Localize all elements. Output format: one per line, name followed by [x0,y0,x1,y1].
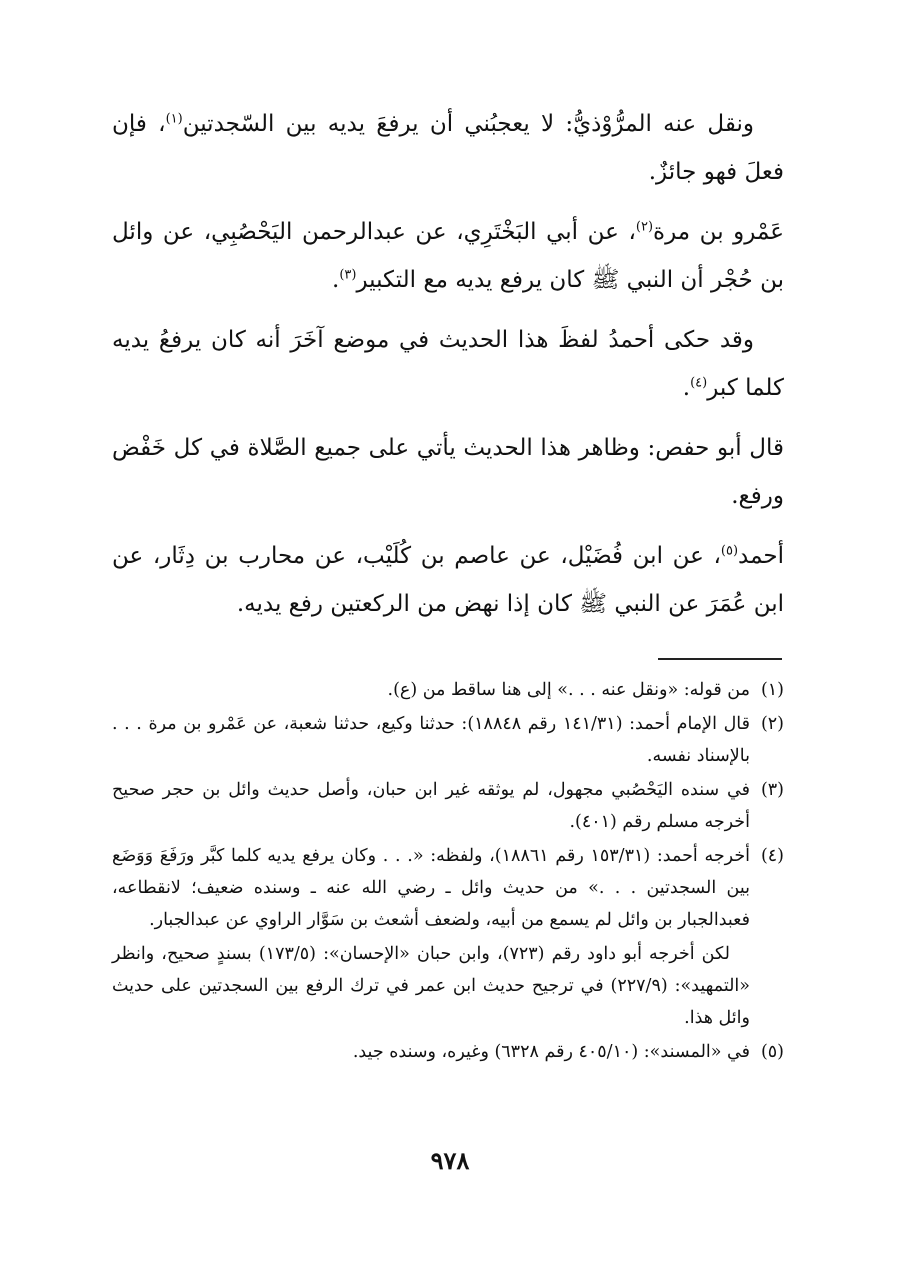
footnote-number: (٢) [760,714,784,734]
footnote-text: أخرجه أحمد: (١٥٣/٣١ رقم ١٨٨٦١)، ولفظه: «. . . وكان يرفع يديه كلما كبَّر ورَفَعَ وَوَضَع بين السجدتين . . .» من حديث وائل ـ رضي الله عنه ـ وسنده ضعيف؛ لانقطاعه، فعبدالجبار بن وائل لم يسمع من أبيه، ولضعف أشعث بن سَوَّار الراوي عن عبدالجبار. [112,846,750,930]
footnote-ref-1: (١) [165,111,183,127]
paragraph-text: ، فإن فعلَ فهو جائزٌ. [112,111,784,185]
footnote-text: في سنده اليَحْصُبي مجهول، لم يوثقه غير ابن حبان، وأصل حديث وائل بن حجر صحيح أخرجه مسلم رقم (٤٠١). [112,780,750,832]
footnote-4-continuation: لكن أخرجه أبو داود رقم (٧٢٣)، وابن حبان «الإحسان»: (١٧٣/٥) بسندٍ صحيح، وانظر «التمهيد»: (٢٢٧/٩) في ترجيح حديث ابن عمر في ترك الرفع بين السجدتين على حديث وائل هذا. [112,944,751,1028]
paragraph-text: ، عن ابن فُضَيْل، عن عاصم بن كُلَيْب، عن محارب بن دِثَار، عن ابن عُمَرَ عن النبي ﷺ كان إذا نهض من الركعتين رفع يديه. [112,543,784,617]
footnote-ref-4: (٤) [690,375,708,391]
footnote-ref-2: (٢) [635,219,654,235]
footnote-number: (١) [760,680,784,700]
footnote-ref-5: (٥) [720,543,739,559]
footnote-number: (٣) [760,780,784,800]
page-number: ٩٧٨ [430,1146,470,1175]
paragraph-text: ونقل عنه المرُّوْذيُّ: لا يعجبُني أن يرفعَ يديه بين السّجدتين [182,111,754,137]
paragraph-text: ، عن أبي البَخْتَرِي، عن عبدالرحمن اليَحْصُبِي، عن وائل بن حُجْر أن النبي ﷺ كان يرفع يديه مع التكبير [112,219,784,293]
paragraph-text: عَمْرو بن مرة [653,219,785,245]
paragraph-text: أحمد [738,543,784,569]
paragraph-marrudhi [112,100,784,196]
footnote-4 [112,840,784,936]
footnotes-section [112,674,784,1070]
paragraph-ibn-umar [112,532,784,628]
footnote-number: (٤) [760,846,784,866]
footnote-ref-3: (٣) [339,267,357,283]
footnote-5 [112,1036,784,1068]
paragraph-text: وقد حكى أحمدُ لفظَ هذا الحديث في موضع آخَرَ أنه كان يرفعُ يديه كلما كبر [112,327,784,401]
footnote-1 [112,674,784,706]
main-text [112,100,784,640]
footnote-2 [112,708,784,772]
footnote-text: من قوله: «ونقل عنه . . .» إلى هنا ساقط من (ع). [387,680,750,700]
footnote-number: (٥) [760,1042,784,1062]
footnote-text: في «المسند»: (٤٠٥/١٠ رقم ٦٣٢٨) وغيره، وسنده جيد. [352,1042,750,1062]
paragraph-amr-ibn-murra [112,208,784,304]
footnote-text: قال الإمام أحمد: (١٤١/٣١ رقم ١٨٨٤٨): حدثنا وكيع، حدثنا شعبة، عن عَمْرو بن مرة . . . بالإسناد نفسه. [112,714,750,766]
paragraph-text: قال أبو حفص: وظاهر هذا الحديث يأتي على جميع الصَّلاة في كل خَفْض ورفع. [112,435,784,509]
paragraph-abu-hafs [112,424,784,520]
paragraph-ahmad-narration [112,316,784,412]
footnote-3 [112,774,784,838]
paragraph-text: . [682,375,691,401]
footnote-separator [658,658,782,660]
paragraph-text: . [332,267,340,293]
